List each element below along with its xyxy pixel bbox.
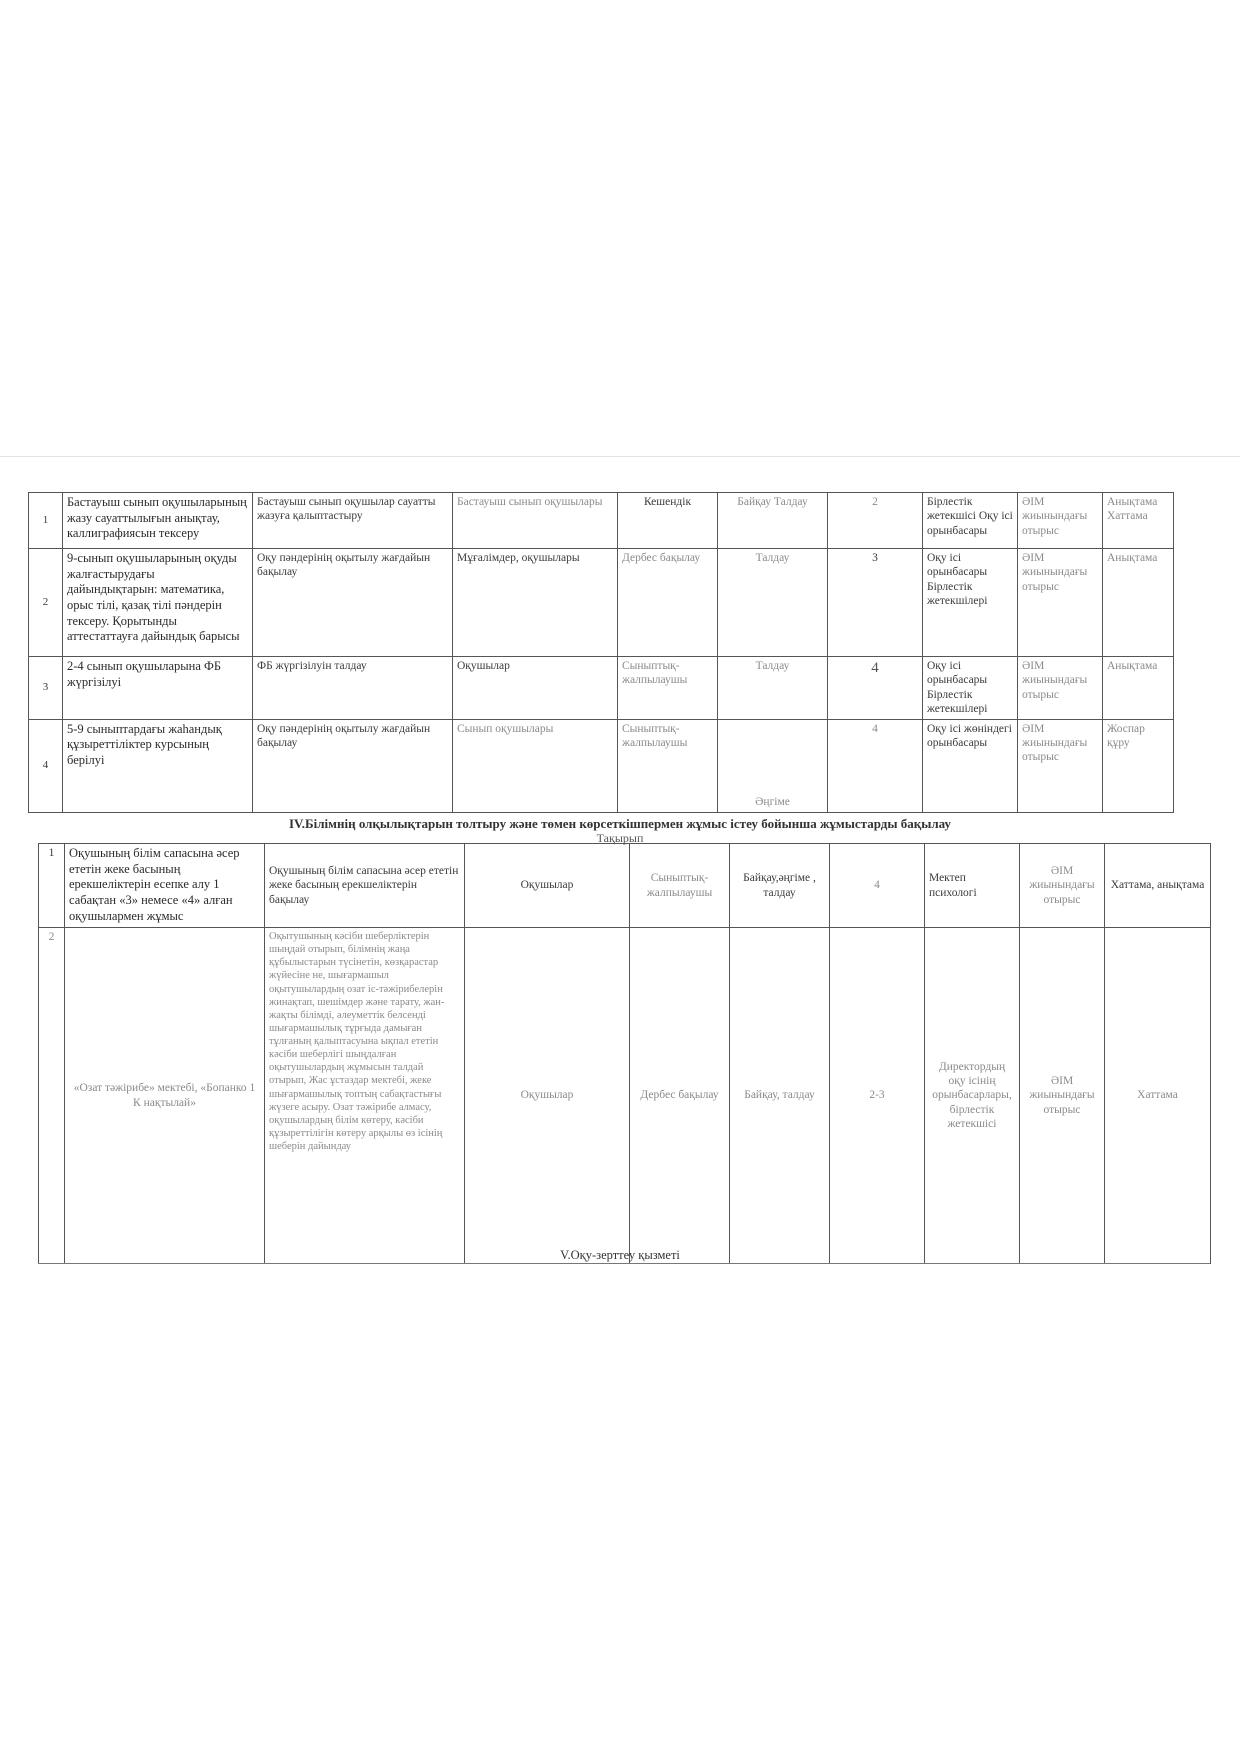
cell-result: Анықтама Хаттама: [1103, 493, 1174, 549]
cell-where: ӘІМ жиынындағы отырыс: [1020, 928, 1105, 1264]
cell-form: Сыныптық-жалпылаушы: [618, 719, 718, 812]
cell-topic: 5-9 сыныптардағы жаһандық құзыреттіліктер курсының берілуі: [63, 719, 253, 812]
cell-object: Оқушылар: [453, 657, 618, 720]
cell-form: Дербес бақылау: [618, 549, 718, 657]
cell-method: Талдау: [718, 657, 828, 720]
cell-term: 4: [830, 844, 925, 928]
cell-goal: Оқушының білім сапасына әсер ететін жеке басының ерекшеліктерін бақылау: [265, 844, 465, 928]
cell-result: Хаттама: [1105, 928, 1211, 1264]
row-number: 1: [29, 493, 63, 549]
cell-responsible: Директордың оқу ісінің орынбасарлары, бірлестік жетекшісі: [925, 928, 1020, 1264]
cell-topic: «Озат тәжірибе» мектебі, «Бопанко 1 К нақтылай»: [65, 928, 265, 1264]
cell-goal: ФБ жүргізілуін талдау: [253, 657, 453, 720]
cell-term: 4: [828, 657, 923, 720]
row-number: 2: [29, 549, 63, 657]
table-row: [29, 549, 1174, 657]
cell-where: ӘІМ жиынындағы отырыс: [1018, 549, 1103, 657]
cell-method: Талдау: [718, 549, 828, 657]
cell-object: Сынып оқушылары: [453, 719, 618, 812]
cell-topic: 2-4 сынып оқушыларына ФБ жүргізілуі: [63, 657, 253, 720]
cell-responsible: Бірлестік жетекшісі Оқу ісі орынбасары: [923, 493, 1018, 549]
cell-goal: Оқытушының кәсіби шеберліктерін шыңдай отырып, білімнің жаңа құбылыстарын түсінетін, көзқарастар жүйесіне не, шығармашыл оқытушылардың озат іс-тәжірибелерін жинақтап, шешімдер және тарату, жан-жақты білімді, әлеуметтік белсенді шығармашылық тұрғыда дамыған тұлғаның қалыптасуына ықпал ететін кәсіби шеберлігі шыңдалған оқытушылардың жұмысын талдай отырып, Жас ұстаздар мектебі, жеке шығармашылық топтың сабақтастығы жүзеге асыру. Озат тәжірибе алмасу, оқушылардың білім көтеру, кәсіби құзыреттілігін көтеру арқылы өз ісінің шеберін дайындау: [265, 928, 465, 1264]
cell-goal: Оқу пәндерінің оқытылу жағдайын бақылау: [253, 719, 453, 812]
table-row: [39, 844, 1211, 928]
cell-method: Байқау Талдау: [718, 493, 828, 549]
cell-term: 2-3: [830, 928, 925, 1264]
cell-form: Сыныптық-жалпылаушы: [618, 657, 718, 720]
cell-term: 3: [828, 549, 923, 657]
table-row: [29, 493, 1174, 549]
cell-object: Бастауыш сынып оқушылары: [453, 493, 618, 549]
cell-object: Мұғалімдер, оқушылары: [453, 549, 618, 657]
cell-responsible: Оқу ісі орынбасары Бірлестік жетекшілері: [923, 657, 1018, 720]
section-5-heading: V.Оқу-зерттеу қызметі: [560, 1248, 680, 1262]
cell-result: Хаттама, анықтама: [1105, 844, 1211, 928]
cell-topic: 9-сынып оқушыларының оқуды жалғастырудағы дайындықтарын: математика, орыс тілі, қазақ тілі пәндерін тексеру. Қорытынды аттестаттауға дайындық барысы: [63, 549, 253, 657]
control-table-section-4: [38, 843, 1211, 1264]
bottom-rule: [38, 1263, 1210, 1264]
table-row: [29, 719, 1174, 812]
row-number: 3: [29, 657, 63, 720]
cell-term: 4: [828, 719, 923, 812]
cell-where: ӘІМ жиынындағы отырыс: [1018, 493, 1103, 549]
cell-where: ӘІМ жиынындағы отырыс: [1018, 719, 1103, 812]
cell-responsible: Оқу ісі орынбасары Бірлестік жетекшілері: [923, 549, 1018, 657]
cell-form: Сыныптық-жалпылаушы: [630, 844, 730, 928]
table-row: [29, 657, 1174, 720]
section-4-subheading: Тақырып: [596, 831, 644, 845]
row-number: 4: [29, 719, 63, 812]
cell-result: Анықтама: [1103, 549, 1174, 657]
cell-method: Әңгіме: [718, 719, 828, 812]
control-table-section-3: [28, 492, 1174, 813]
table-row: [39, 928, 1211, 1264]
cell-object: Оқушылар: [465, 928, 630, 1264]
cell-goal: Оқу пәндерінің оқытылу жағдайын бақылау: [253, 549, 453, 657]
cell-term: 2: [828, 493, 923, 549]
row-number: 2: [39, 928, 65, 1264]
cell-object: Оқушылар: [465, 844, 630, 928]
cell-where: ӘІМ жиынындағы отырыс: [1020, 844, 1105, 928]
cell-topic: Оқушының білім сапасына әсер ететін жеке басының ерекшеліктерін есепке алу 1 сабақтан «3» немесе «4» алған оқушылармен жұмыс: [65, 844, 265, 928]
scan-edge-line: [0, 456, 1240, 457]
section-4-heading: IV.Білімнің олқылықтарын толтыру және төмен көрсеткішпермен жұмыс істеу бойынша жұмыстарды бақылау: [288, 816, 952, 831]
row-number: 1: [39, 844, 65, 928]
cell-method: Байқау, талдау: [730, 928, 830, 1264]
cell-responsible: Оқу ісі жөніндегі орынбасары: [923, 719, 1018, 812]
cell-goal: Бастауыш сынып оқушылар сауатты жазуға қалыптастыру: [253, 493, 453, 549]
cell-form: Кешендік: [618, 493, 718, 549]
cell-where: ӘІМ жиынындағы отырыс: [1018, 657, 1103, 720]
cell-topic: Бастауыш сынып оқушыларының жазу сауаттылығын анықтау, каллиграфиясын тексеру: [63, 493, 253, 549]
cell-result: Анықтама: [1103, 657, 1174, 720]
cell-result: Жоспар құру: [1103, 719, 1174, 812]
cell-form: Дербес бақылау: [630, 928, 730, 1264]
cell-method: Байқау,әңгіме , талдау: [730, 844, 830, 928]
cell-responsible: Мектеп психологі: [925, 844, 1020, 928]
